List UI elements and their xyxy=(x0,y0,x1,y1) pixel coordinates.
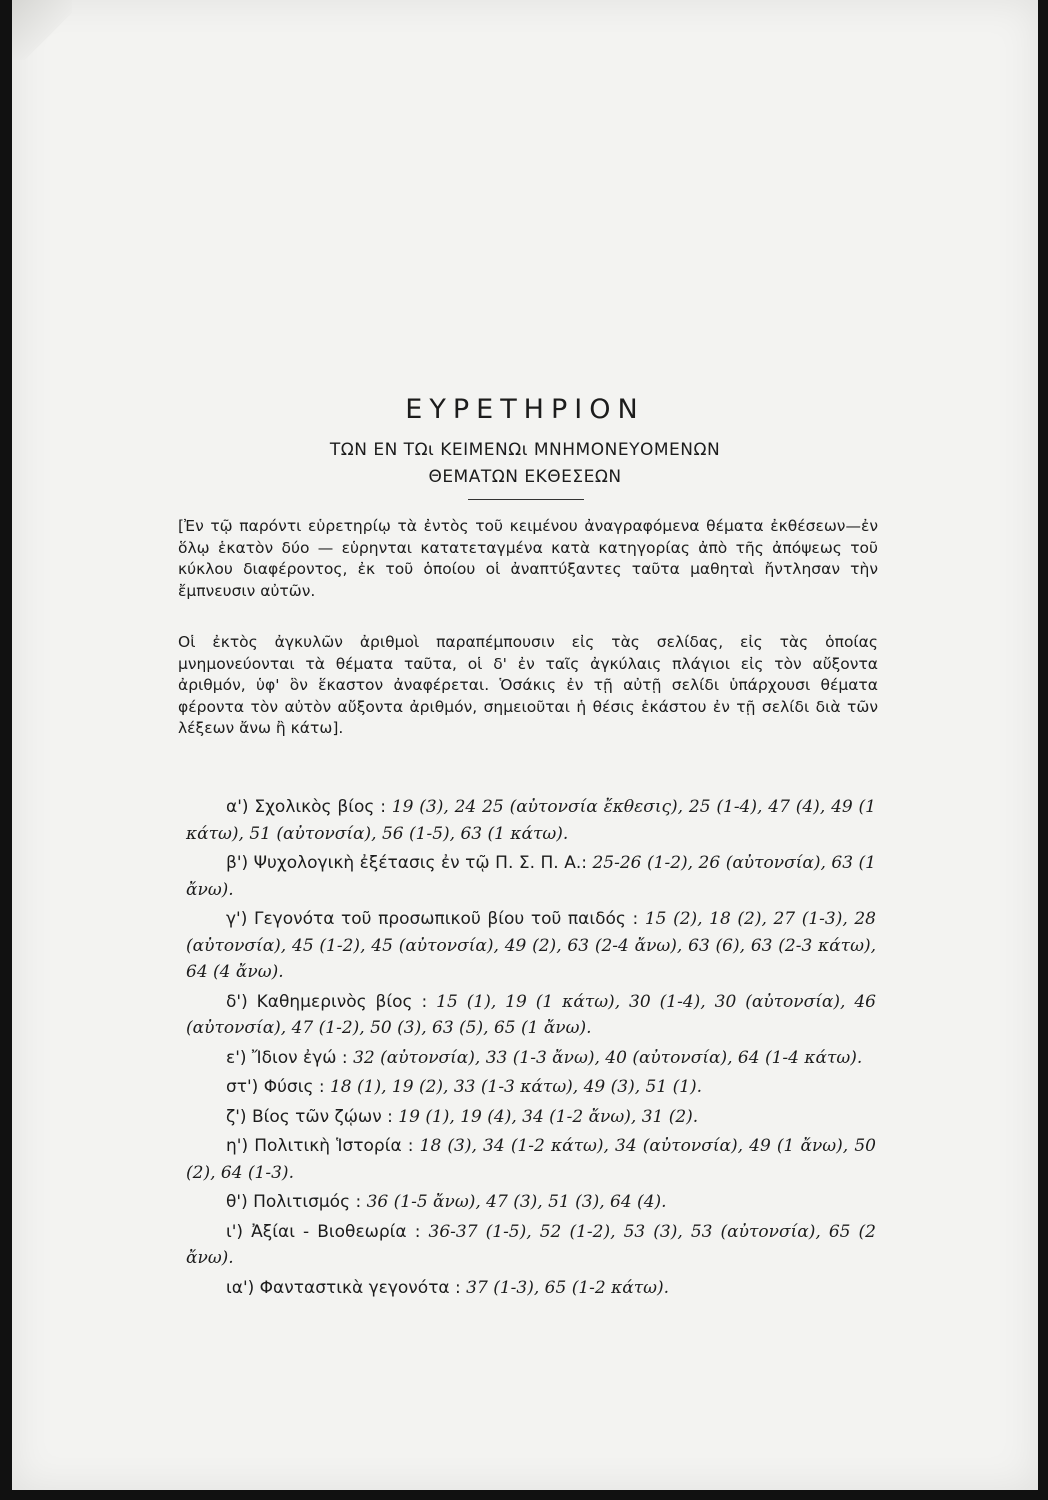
title-divider xyxy=(468,499,584,500)
intro-paragraph-1: [Ἐν τῷ παρόντι εὑρετηρίῳ τὰ ἐντὸς τοῦ κειμένου ἀναγραφόμενα θέματα ἐκθέσεων—ἐν ὅλῳ ἑκατὸν δύο — εὑρηνται κατατεταγμένα κατὰ κατηγορίας ἀπὸ τῆς ἀπόψεως τοῦ κύκλου διαφέροντος, ἐκ τοῦ ὁποίου οἱ ἀναπτύξαντες ταῦτα μαθηταὶ ἤντλησαν τὴν ἔμπνευσιν αὐτῶν. xyxy=(178,517,878,600)
subtitle-line-2: ΘΕΜΑΤΩΝ ΕΚΘΕΣΕΩΝ xyxy=(428,467,622,487)
entry-refs: 37 (1-3), 65 (1-2 κάτω). xyxy=(466,1277,670,1298)
index-entry xyxy=(186,906,876,986)
entry-label: ια') Φανταστικὰ γεγονότα : xyxy=(226,1277,461,1298)
entry-refs: 19 (3), 24 25 (αὐτονσία ἔκθεσις), 25 (1-4), 47 (4), 49 (1 κάτω), 51 (αὐτονσία), 56 (1-5), 63 (1 κάτω). xyxy=(186,797,876,844)
index-entry xyxy=(186,1275,876,1302)
entry-refs: 19 (1), 19 (4), 34 (1-2 ἄνω), 31 (2). xyxy=(398,1106,699,1127)
entry-label: η') Πολιτικὴ Ἱστορία : xyxy=(226,1136,414,1156)
index-entry xyxy=(186,1045,876,1072)
index-entry xyxy=(186,989,876,1042)
entry-label: ζ') Βίος τῶν ζῴων : xyxy=(226,1106,393,1127)
index-entry xyxy=(186,850,876,903)
entry-label: ι') Ἀξίαι - Βιοθεωρία : xyxy=(226,1221,421,1242)
subtitle-line-1: ΤΩΝ ΕΝ ΤΩι ΚΕΙΜΕΝΩι ΜΝΗΜΟΝΕΥΟΜΕΝΩΝ xyxy=(329,440,721,460)
intro-paragraph-2: Οἱ ἐκτὸς ἀγκυλῶν ἀριθμοὶ παραπέμπουσιν εἰς τὰς σελίδας, εἰς τὰς ὁποίας μνημονεύονται τὰ θέματα ταῦτα, οἱ δ' ἐν ταῖς ἀγκύλαις πλάγιοι εἰς τὸν αὔξοντα ἀριθμόν, ὑφ' ὃν ἕκαστον ἀναφέρεται. Ὁσάκις ἐν τῇ αὐτῇ σελίδι ὑπάρχουσι θέματα φέροντα τὸν αὐτὸν αὔξοντα ἀριθμόν, σημειοῦται ἡ θέσις ἑκάστου ἐν τῇ σελίδι διὰ τῶν λέξεων ἄνω ἢ κάτω]. xyxy=(178,633,878,737)
index-entry xyxy=(186,1219,876,1272)
entry-label: γ') Γεγονότα τοῦ προσωπικοῦ βίου τοῦ παιδός : xyxy=(226,909,639,929)
entry-label: β') Ψυχολογικὴ ἐξέτασις ἐν τῷ Π. Σ. Π. Α.: xyxy=(226,853,587,873)
index-entry xyxy=(186,1133,876,1186)
entry-refs: 32 (αὐτονσία), 33 (1-3 ἄνω), 40 (αὐτονσία), 64 (1-4 κάτω). xyxy=(353,1047,863,1068)
index-entries xyxy=(186,794,876,1304)
index-entry xyxy=(186,1074,876,1101)
entry-refs: 18 (3), 34 (1-2 κάτω), 34 (αὐτονσία), 49 (1 ἄνω), 50 (2), 64 (1-3). xyxy=(186,1136,876,1183)
index-entry xyxy=(186,1104,876,1131)
entry-label: ε') Ἴδιον ἐγώ : xyxy=(226,1047,348,1068)
index-entry xyxy=(186,794,876,847)
entry-label: θ') Πολιτισμός : xyxy=(226,1192,362,1212)
entry-refs: 18 (1), 19 (2), 33 (1-3 κάτω), 49 (3), 51 (1). xyxy=(329,1077,703,1097)
index-entry xyxy=(186,1189,876,1216)
page-corner-fold xyxy=(12,0,72,60)
page-title: ΕΥΡΕΤΗΡΙΟΝ xyxy=(405,394,645,425)
entry-label: α') Σχολικὸς βίος : xyxy=(226,797,386,817)
entry-refs: 15 (1), 19 (1 κάτω), 30 (1-4), 30 (αὐτονσία), 46 (αὐτονσία), 47 (1-2), 50 (3), 63 (5), 65 (1 ἄνω). xyxy=(186,991,876,1038)
entry-refs: 25-26 (1-2), 26 (αὐτονσία), 63 (1 ἄνω). xyxy=(186,853,876,900)
entry-label: δ') Καθημερινὸς βίος : xyxy=(226,991,428,1012)
entry-refs: 15 (2), 18 (2), 27 (1-3), 28 (αὐτονσία), 45 (1-2), 45 (αὐτονσία), 49 (2), 63 (2-4 ἄνω), 63 (6), 63 (2-3 κάτω), 64 (4 ἄνω). xyxy=(186,909,876,982)
entry-refs: 36-37 (1-5), 52 (1-2), 53 (3), 53 (αὐτονσία), 65 (2 ἄνω). xyxy=(186,1221,876,1268)
entry-label: στ') Φύσις : xyxy=(226,1077,325,1097)
document-page xyxy=(12,0,1038,1490)
entry-refs: 36 (1-5 ἄνω), 47 (3), 51 (3), 64 (4). xyxy=(366,1192,667,1212)
